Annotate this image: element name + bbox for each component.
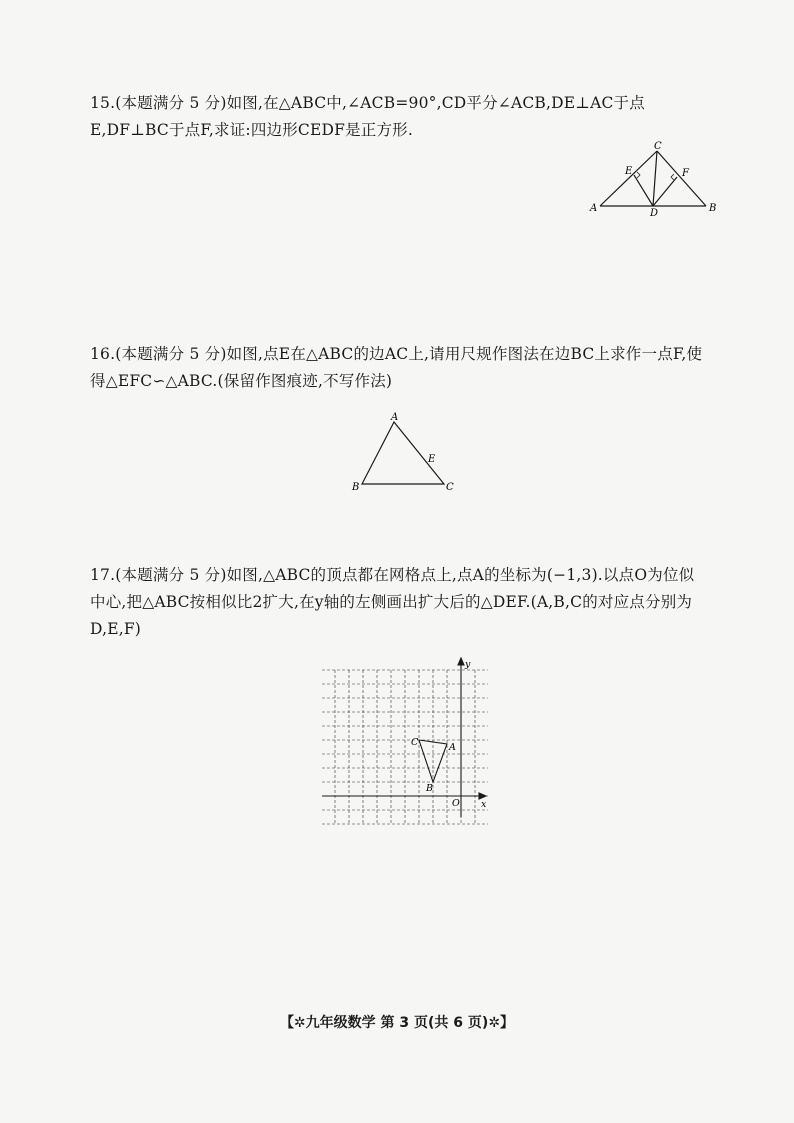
problem-15-text xyxy=(90,90,710,144)
figure-15-triangle xyxy=(590,143,720,219)
figure-17-grid xyxy=(320,655,490,820)
label-f: F xyxy=(682,168,689,179)
problem-16 xyxy=(90,341,710,395)
problem-17 xyxy=(90,562,710,643)
label-a: A xyxy=(391,412,399,423)
problem-16-text xyxy=(90,341,710,395)
y-axis-arrow xyxy=(458,658,464,665)
problem-score: (本题满分 5 分) xyxy=(115,345,227,363)
label-b: B xyxy=(709,203,717,214)
label-c: C xyxy=(446,482,454,493)
problem-number: 16. xyxy=(90,345,116,363)
label-o: O xyxy=(452,798,460,809)
label-a: A xyxy=(590,203,598,214)
problem-number: 17. xyxy=(90,566,116,584)
problem-17-text xyxy=(90,562,710,643)
figure-16-triangle xyxy=(350,412,460,492)
problem-15 xyxy=(90,90,710,144)
problem-score: (本题满分 5 分) xyxy=(115,566,227,584)
label-y: y xyxy=(465,659,471,670)
label-a: A xyxy=(449,742,456,753)
dashed-grid xyxy=(322,670,488,824)
problem-number: 15. xyxy=(90,94,116,112)
page-footer: 【✲九年级数学 第 3 页(共 6 页)✲】 xyxy=(279,1015,515,1031)
problem-statement: 如图,△ABC的顶点都在网格点上,点A的坐标为(−1,3).以点O为位似中心,把△ABC按相似比2扩大,在y轴的左侧画出扩大后的△DEF.(A,B,C的对应点分别为D,E,F) xyxy=(90,566,695,638)
label-e: E xyxy=(625,166,633,177)
label-d: D xyxy=(650,208,659,219)
label-x: x xyxy=(481,799,487,810)
problem-statement: 如图,在△ABC中,∠ACB=90°,CD平分∠ACB,DE⊥AC于点E,DF⊥BC于点F,求证:四边形CEDF是正方形. xyxy=(90,94,645,139)
problem-score: (本题满分 5 分) xyxy=(115,94,227,112)
label-e: E xyxy=(428,454,436,465)
label-c: C xyxy=(411,737,419,748)
label-c: C xyxy=(654,141,662,152)
problem-statement: 如图,点E在△ABC的边AC上,请用尺规作图法在边BC上求作一点F,使得△EFC∽△ABC.(保留作图痕迹,不写作法) xyxy=(90,345,703,390)
label-b: B xyxy=(352,482,360,493)
label-b: B xyxy=(426,783,433,794)
